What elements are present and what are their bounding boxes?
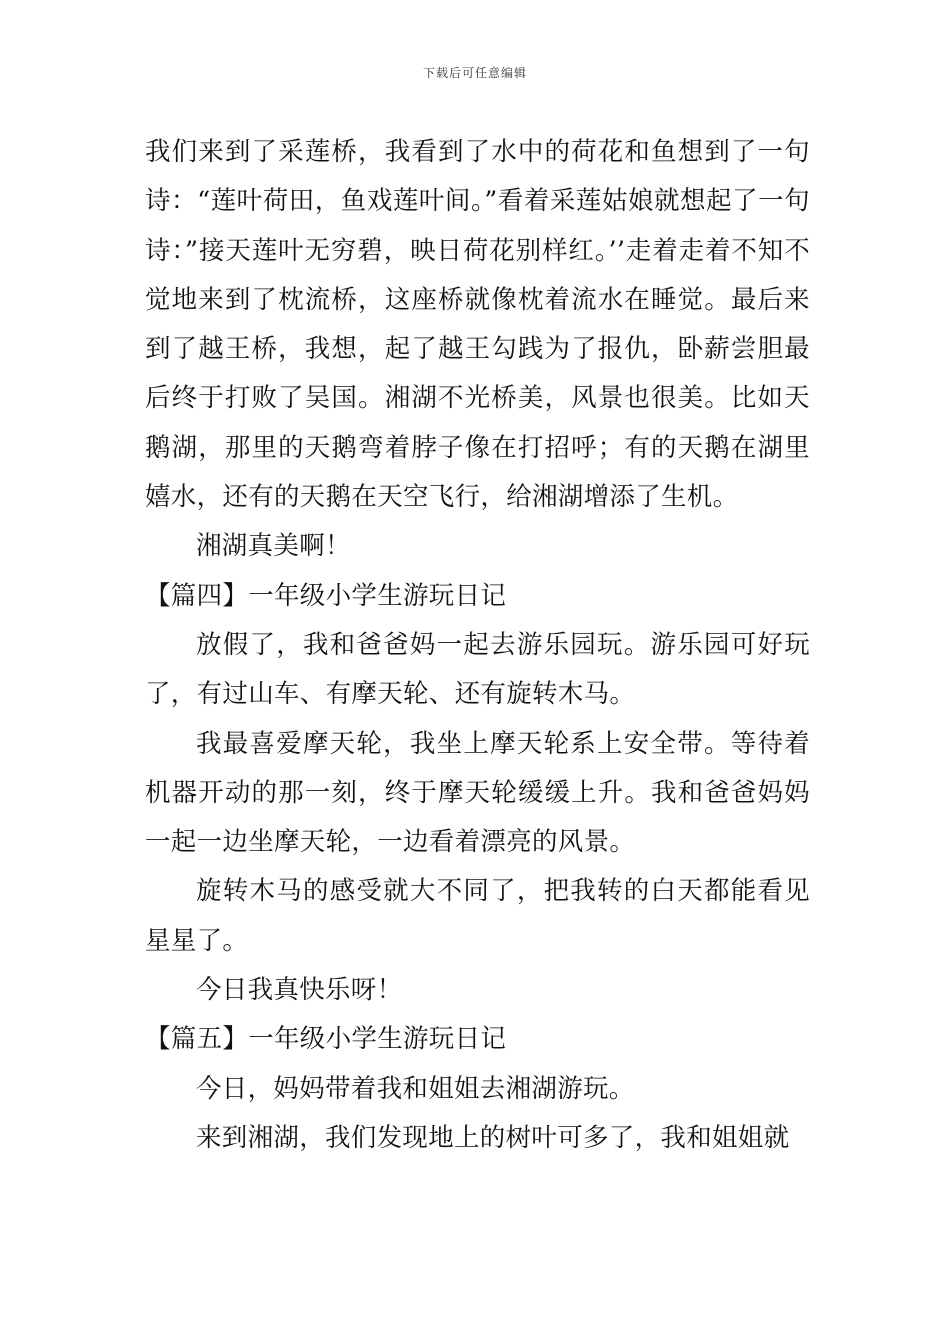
paragraph: 放假了，我和爸爸妈一起去游乐园玩。游乐园可好玩了，有过山车、有摩天轮、还有旋转木马。 <box>145 629 810 710</box>
section-heading: 【篇五】一年级小学生游玩日记 <box>145 1024 507 1055</box>
paragraph: 我们来到了采莲桥，我看到了水中的荷花和鱼想到了一句诗：“莲叶荷田，鱼戏莲叶间。”看着采莲姑娘就想起了一句诗：”接天莲叶无穷碧，映日荷花别样红。’’走着走着不知不觉地来到了枕流桥，这座桥就像枕着流水在睡觉。最后来到了越王桥，我想，起了越王勾践为了报仇，卧薪尝胆最后终于打败了吴国。湘湖不光桥美，风景也很美。比如天鹅湖，那里的天鹅弯着脖子像在打招呼；有的天鹅在湖里嬉水，还有的天鹅在天空飞行，给湘湖增添了生机。 <box>145 137 810 513</box>
paragraph: 今日我真快乐呀！ <box>196 975 403 1006</box>
paragraph: 来到湘湖，我们发现地上的树叶可多了，我和姐姐就 <box>196 1122 790 1153</box>
document-body <box>145 128 810 1163</box>
section-heading: 【篇四】一年级小学生游玩日记 <box>145 580 507 611</box>
paragraph: 湘湖真美啊！ <box>196 531 351 562</box>
paragraph: 旋转木马的感受就大不同了，把我转的白天都能看见星星了。 <box>145 876 810 956</box>
paragraph: 我最喜爱摩天轮，我坐上摩天轮系上安全带。等待着机器开动的那一刻，终于摩天轮缓缓上升。我和爸爸妈妈一起一边坐摩天轮，一边看着漂亮的风景。 <box>145 728 810 858</box>
page-header: 下载后可任意编辑 <box>422 66 527 80</box>
paragraph: 今日，妈妈带着我和姐姐去湘湖游玩。 <box>196 1073 635 1104</box>
